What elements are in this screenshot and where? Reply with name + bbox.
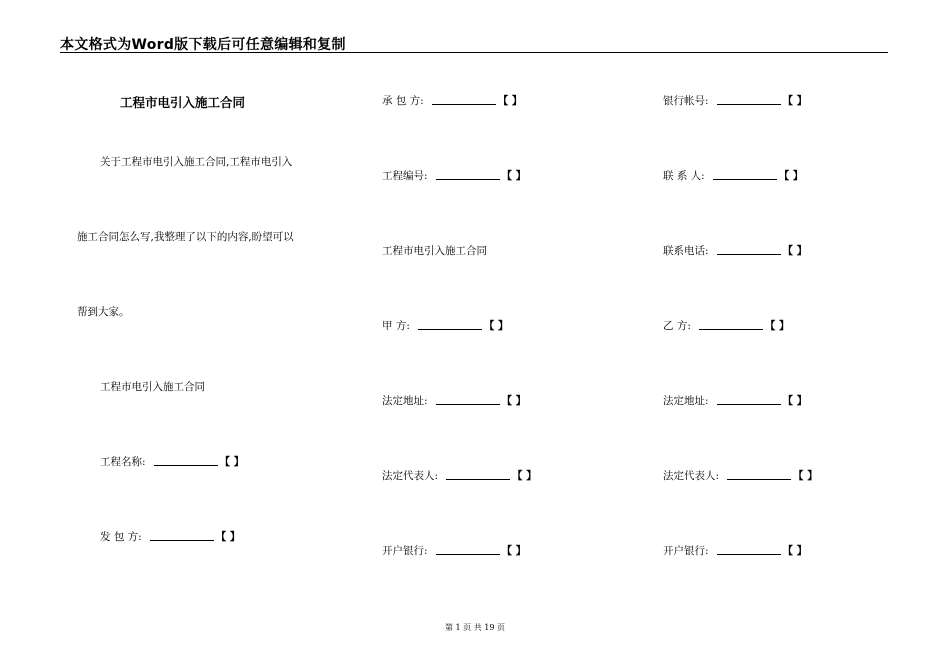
blank-line (436, 169, 500, 180)
field-bracket: 【 】 (793, 470, 818, 482)
field-issuer (100, 529, 240, 544)
field-label: 联 系 人: (663, 170, 705, 182)
field-bracket: 【 】 (219, 456, 245, 468)
field-legal-rep-b (663, 468, 818, 483)
blank-line (717, 244, 781, 255)
field-bracket: 【 】 (497, 95, 523, 107)
field-bank-a (382, 543, 526, 558)
blank-line (436, 544, 500, 555)
blank-line (418, 319, 482, 330)
blank-line (154, 455, 218, 466)
field-bracket: 【 】 (782, 395, 808, 407)
field-legal-rep-a (382, 468, 537, 483)
blank-line (150, 530, 214, 541)
field-bracket: 【 】 (483, 320, 509, 332)
field-bracket: 【 】 (501, 395, 527, 407)
field-bracket: 【 】 (782, 95, 808, 107)
field-label: 开户银行: (663, 545, 709, 557)
field-party-a (382, 318, 509, 333)
field-legal-address-a (382, 393, 526, 408)
field-contact-person (663, 168, 803, 183)
blank-line (699, 319, 763, 330)
field-label: 法定代表人: (382, 470, 439, 482)
field-label: 法定代表人: (663, 470, 720, 482)
field-bracket: 【 】 (764, 320, 790, 332)
intro-line-3: 帮到大家。 (77, 306, 130, 318)
field-label: 发 包 方: (100, 531, 142, 543)
field-contact-phone (663, 243, 807, 258)
blank-line (717, 94, 781, 105)
field-bracket: 【 】 (501, 170, 527, 182)
field-label: 法定地址: (663, 395, 709, 407)
blank-line (446, 469, 510, 480)
field-label: 乙 方: (663, 320, 691, 332)
field-bank-b (663, 543, 807, 558)
field-label: 开户银行: (382, 545, 428, 557)
field-bracket: 【 】 (782, 545, 808, 557)
intro-line-2: 施工合同怎么写,我整理了以下的内容,盼望可以 (77, 231, 294, 243)
field-bracket: 【 】 (782, 245, 808, 257)
field-project-name (100, 454, 244, 469)
blank-line (717, 394, 781, 405)
blank-line (432, 94, 496, 105)
field-label: 法定地址: (382, 395, 428, 407)
document-header (60, 34, 888, 53)
field-label: 工程编号: (382, 170, 428, 182)
blank-line (727, 469, 791, 480)
page-footer: 第 1 页 共 19 页 (445, 623, 505, 632)
field-label: 承 包 方: (382, 95, 424, 107)
field-contractor (382, 93, 522, 108)
contract-title-col2: 工程市电引入施工合同 (382, 245, 487, 257)
field-legal-address-b (663, 393, 807, 408)
contract-subtitle: 工程市电引入施工合同 (100, 381, 205, 393)
field-label: 甲 方: (382, 320, 410, 332)
field-bracket: 【 】 (501, 545, 527, 557)
field-label: 联系电话: (663, 245, 709, 257)
field-project-number (382, 168, 526, 183)
field-label: 银行帐号: (663, 95, 709, 107)
field-bank-account (663, 93, 807, 108)
field-bracket: 【 】 (215, 531, 241, 543)
field-bracket: 【 】 (512, 470, 537, 482)
header-title: 本文格式为Word版下载后可任意编辑和复制 (60, 37, 346, 53)
intro-line-1: 关于工程市电引入施工合同,工程市电引入 (100, 156, 293, 168)
field-party-b (663, 318, 790, 333)
field-label: 工程名称: (100, 456, 146, 468)
blank-line (717, 544, 781, 555)
blank-line (713, 169, 777, 180)
document-title: 工程市电引入施工合同 (120, 95, 246, 110)
blank-line (436, 394, 500, 405)
field-bracket: 【 】 (778, 170, 804, 182)
